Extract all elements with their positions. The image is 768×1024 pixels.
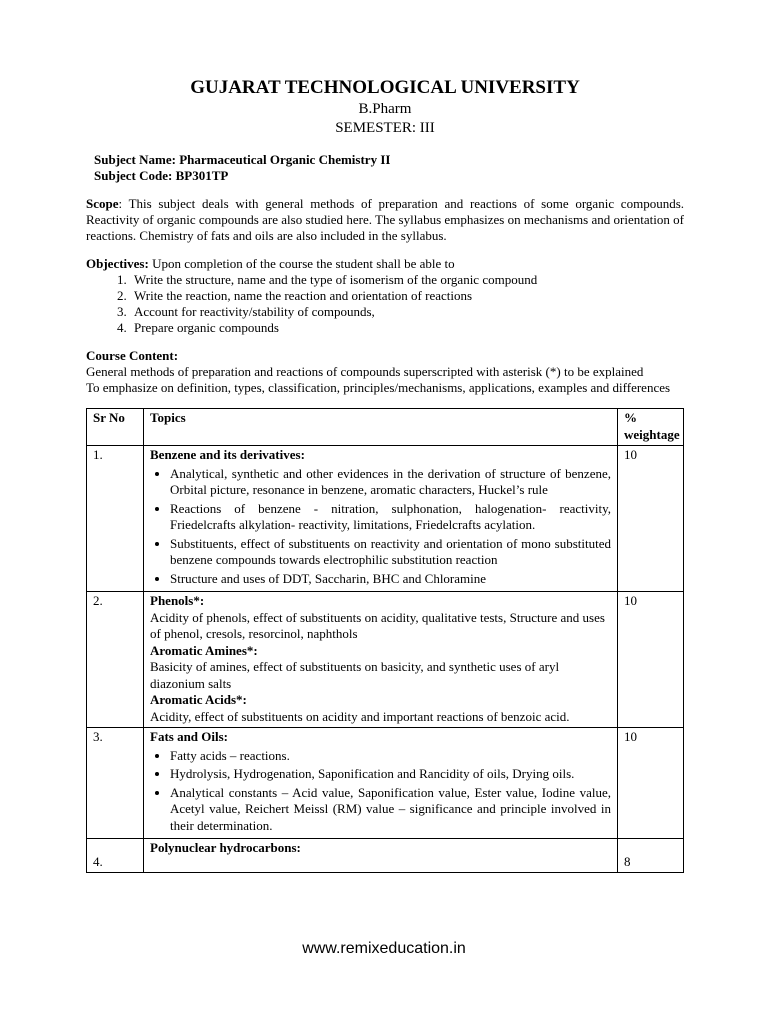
objective-item: 1. Write the structure, name and the type of isomerism of the organic compound (130, 272, 684, 288)
topic-bullet: • Analytical, synthetic and other evidences in the derivation of structure of benzene, Orbital picture, resonance in benzene, aromatic characters, Huckel’s rule (170, 466, 611, 499)
row-topics (144, 728, 618, 839)
row-weightage: 10 (618, 728, 684, 839)
row-topics (144, 446, 618, 592)
row-weightage: 10 (618, 446, 684, 592)
objective-item: 3. Account for reactivity/stability of compounds, (130, 304, 684, 320)
topic-title: Fats and Oils: (150, 729, 229, 744)
course-content-section (86, 348, 684, 396)
objective-item: 2. Write the reaction, name the reaction and orientation of reactions (130, 288, 684, 304)
objectives-list (86, 272, 684, 336)
university-title: GUJARAT TECHNOLOGICAL UNIVERSITY (190, 77, 580, 98)
row-sr-no: 4. (87, 839, 144, 873)
semester-label: SEMESTER: III (335, 120, 435, 136)
topic-title: Aromatic Amines*: (150, 642, 258, 658)
topic-bullet: • Reactions of benzene - nitration, sulphonation, halogenation- reactivity, Friedelcrafts alkylation- reactivity, limitations, Friedelcrafts acylation. (170, 501, 611, 534)
topic-bullet-list (150, 748, 611, 835)
course-content-line2: To emphasize on definition, types, classification, principles/mechanisms, applications, examples and differences (86, 380, 671, 395)
topic-text: Basicity of amines, effect of substituents on basicity, and synthetic uses of aryl diazonium salts (150, 659, 560, 691)
subject-code-label: Subject Code: (94, 168, 173, 183)
header-sr-no: Sr No (87, 409, 144, 446)
subject-name-label: Subject Name: (94, 152, 176, 167)
objectives-intro: Upon completion of the course the student shall be able to (152, 256, 455, 271)
footer-website: www.remixeducation.in (302, 940, 466, 957)
subject-code-line (94, 168, 684, 184)
topic-text: Acidity, effect of substituents on acidity and important reactions of benzoic acid. (150, 708, 570, 724)
row-sr-no: 1. (87, 446, 144, 592)
row-weightage: 10 (618, 592, 684, 728)
syllabus-table (86, 408, 684, 873)
objectives-intro-line (86, 256, 684, 272)
course-content-line1: General methods of preparation and reactions of compounds superscripted with asterisk (*) to be explained (86, 364, 644, 379)
objectives-section (86, 256, 684, 336)
subject-code-value: BP301TP (175, 168, 229, 183)
row-weightage: 8 (618, 839, 684, 873)
table-header-row (87, 409, 684, 446)
topic-title: Polynuclear hydrocarbons: (150, 840, 301, 855)
topic-title: Aromatic Acids*: (150, 692, 247, 707)
topic-bullet-list (150, 466, 611, 588)
topic-text: Acidity of phenols, effect of substituents on acidity, qualitative tests, Structure and uses of phenol, cresols, resorcinol, naphthols (150, 609, 605, 641)
topic-bullet: • Analytical constants – Acid value, Saponification value, Ester value, Iodine value, Acetyl value, Reichert Meissl (RM) value – significance and principle involved in their determination. (170, 785, 611, 835)
row-sr-no: 2. (87, 592, 144, 728)
row-topics (144, 592, 618, 728)
header-topics: Topics (144, 409, 618, 446)
table-row (87, 592, 684, 728)
subject-name-value: Pharmaceutical Organic Chemistry II (179, 152, 391, 167)
document-page (86, 76, 684, 873)
program-name: B.Pharm (358, 101, 412, 117)
table-row (87, 728, 684, 839)
course-content-label: Course Content: (86, 348, 179, 363)
objectives-label: Objectives: (86, 256, 149, 271)
topic-title: Phenols*: (150, 593, 205, 608)
row-sr-no: 3. (87, 728, 144, 839)
topic-bullet: • Hydrolysis, Hydrogenation, Saponification and Rancidity of oils, Drying oils. (170, 766, 611, 783)
topic-bullet: • Structure and uses of DDT, Saccharin, BHC and Chloramine (170, 571, 611, 588)
scope-label: Scope (86, 196, 119, 211)
table-row (87, 446, 684, 592)
scope-paragraph (86, 196, 684, 244)
objective-item: 4. Prepare organic compounds (130, 320, 684, 336)
topic-bullet: • Substituents, effect of substituents on reactivity and orientation of mono substituted benzene compounds towards electrophilic substitution reaction (170, 536, 611, 569)
table-row (87, 839, 684, 873)
topic-bullet: • Fatty acids – reactions. (170, 748, 611, 765)
topic-title: Benzene and its derivatives: (150, 447, 305, 462)
row-topics (144, 839, 618, 873)
header-weightage: % weightage (618, 409, 684, 446)
subject-name-line (94, 152, 684, 168)
scope-text: : This subject deals with general methods of preparation and reactions of some organic compounds. Reactivity of organic compounds are also studied here. The syllabus emphasizes on mechanisms and orientation of reactions. Chemistry of fats and oils are also included in the syllabus. (86, 196, 684, 243)
